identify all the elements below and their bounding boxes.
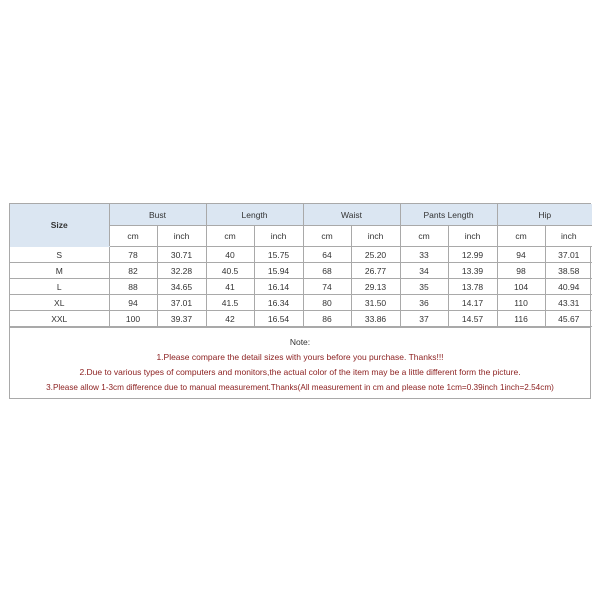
notes-section — [10, 327, 590, 398]
value-cell: 13.39 — [448, 263, 497, 279]
value-cell: 26.77 — [351, 263, 400, 279]
value-cell: 88 — [109, 279, 157, 295]
unit-header: cm — [497, 226, 545, 247]
value-cell: 86 — [303, 311, 351, 327]
value-cell: 14.17 — [448, 295, 497, 311]
size-cell: M — [10, 263, 109, 279]
value-cell: 16.34 — [254, 295, 303, 311]
value-cell: 80 — [303, 295, 351, 311]
group-header-length: Length — [206, 204, 303, 226]
value-cell: 104 — [497, 279, 545, 295]
unit-header: inch — [157, 226, 206, 247]
header-row-groups — [10, 204, 592, 226]
value-cell: 29.13 — [351, 279, 400, 295]
value-cell: 40.94 — [545, 279, 592, 295]
note-line-1: 1.Please compare the detail sizes with yours before you purchase. Thanks!!! — [156, 352, 444, 362]
value-cell: 13.78 — [448, 279, 497, 295]
value-cell: 38.58 — [545, 263, 592, 279]
notes-title: Note: — [289, 337, 311, 347]
unit-header: inch — [448, 226, 497, 247]
unit-header: cm — [109, 226, 157, 247]
value-cell: 35 — [400, 279, 448, 295]
size-header: Size — [10, 204, 109, 247]
value-cell: 98 — [497, 263, 545, 279]
value-cell: 116 — [497, 311, 545, 327]
size-cell: XXL — [10, 311, 109, 327]
size-cell: S — [10, 247, 109, 263]
value-cell: 37 — [400, 311, 448, 327]
value-cell: 94 — [109, 295, 157, 311]
value-cell: 15.75 — [254, 247, 303, 263]
value-cell: 30.71 — [157, 247, 206, 263]
size-cell: L — [10, 279, 109, 295]
unit-header: cm — [303, 226, 351, 247]
group-header-waist: Waist — [303, 204, 400, 226]
value-cell: 37.01 — [157, 295, 206, 311]
value-cell: 16.14 — [254, 279, 303, 295]
value-cell: 94 — [497, 247, 545, 263]
value-cell: 15.94 — [254, 263, 303, 279]
size-cell: XL — [10, 295, 109, 311]
unit-header: inch — [545, 226, 592, 247]
unit-header: inch — [351, 226, 400, 247]
value-cell: 36 — [400, 295, 448, 311]
value-cell: 33 — [400, 247, 448, 263]
value-cell: 45.67 — [545, 311, 592, 327]
table-row — [10, 247, 592, 263]
value-cell: 40.5 — [206, 263, 254, 279]
value-cell: 42 — [206, 311, 254, 327]
value-cell: 12.99 — [448, 247, 497, 263]
value-cell: 74 — [303, 279, 351, 295]
unit-header: inch — [254, 226, 303, 247]
value-cell: 25.20 — [351, 247, 400, 263]
unit-header: cm — [400, 226, 448, 247]
value-cell: 41.5 — [206, 295, 254, 311]
value-cell: 64 — [303, 247, 351, 263]
value-cell: 78 — [109, 247, 157, 263]
value-cell: 39.37 — [157, 311, 206, 327]
value-cell: 68 — [303, 263, 351, 279]
value-cell: 110 — [497, 295, 545, 311]
value-cell: 100 — [109, 311, 157, 327]
value-cell: 43.31 — [545, 295, 592, 311]
value-cell: 37.01 — [545, 247, 592, 263]
table-row — [10, 295, 592, 311]
unit-header: cm — [206, 226, 254, 247]
value-cell: 82 — [109, 263, 157, 279]
table-row — [10, 311, 592, 327]
value-cell: 40 — [206, 247, 254, 263]
table-row — [10, 279, 592, 295]
value-cell: 34.65 — [157, 279, 206, 295]
table-row — [10, 263, 592, 279]
value-cell: 16.54 — [254, 311, 303, 327]
value-cell: 34 — [400, 263, 448, 279]
size-chart — [9, 203, 591, 399]
size-table — [10, 204, 592, 327]
value-cell: 33.86 — [351, 311, 400, 327]
note-line-2: 2.Due to various types of computers and monitors,the actual color of the item may be a little different form the picture. — [79, 367, 521, 377]
value-cell: 14.57 — [448, 311, 497, 327]
note-line-3: 3.Please allow 1-3cm difference due to manual measurement.Thanks(All measurement in cm and please note 1cm=0.39inch 1inch=2.54cm) — [46, 383, 554, 392]
group-header-pants-length: Pants Length — [400, 204, 497, 226]
group-header-hip: Hip — [497, 204, 592, 226]
group-header-bust: Bust — [109, 204, 206, 226]
value-cell: 32.28 — [157, 263, 206, 279]
value-cell: 31.50 — [351, 295, 400, 311]
size-rows — [10, 247, 592, 327]
value-cell: 41 — [206, 279, 254, 295]
